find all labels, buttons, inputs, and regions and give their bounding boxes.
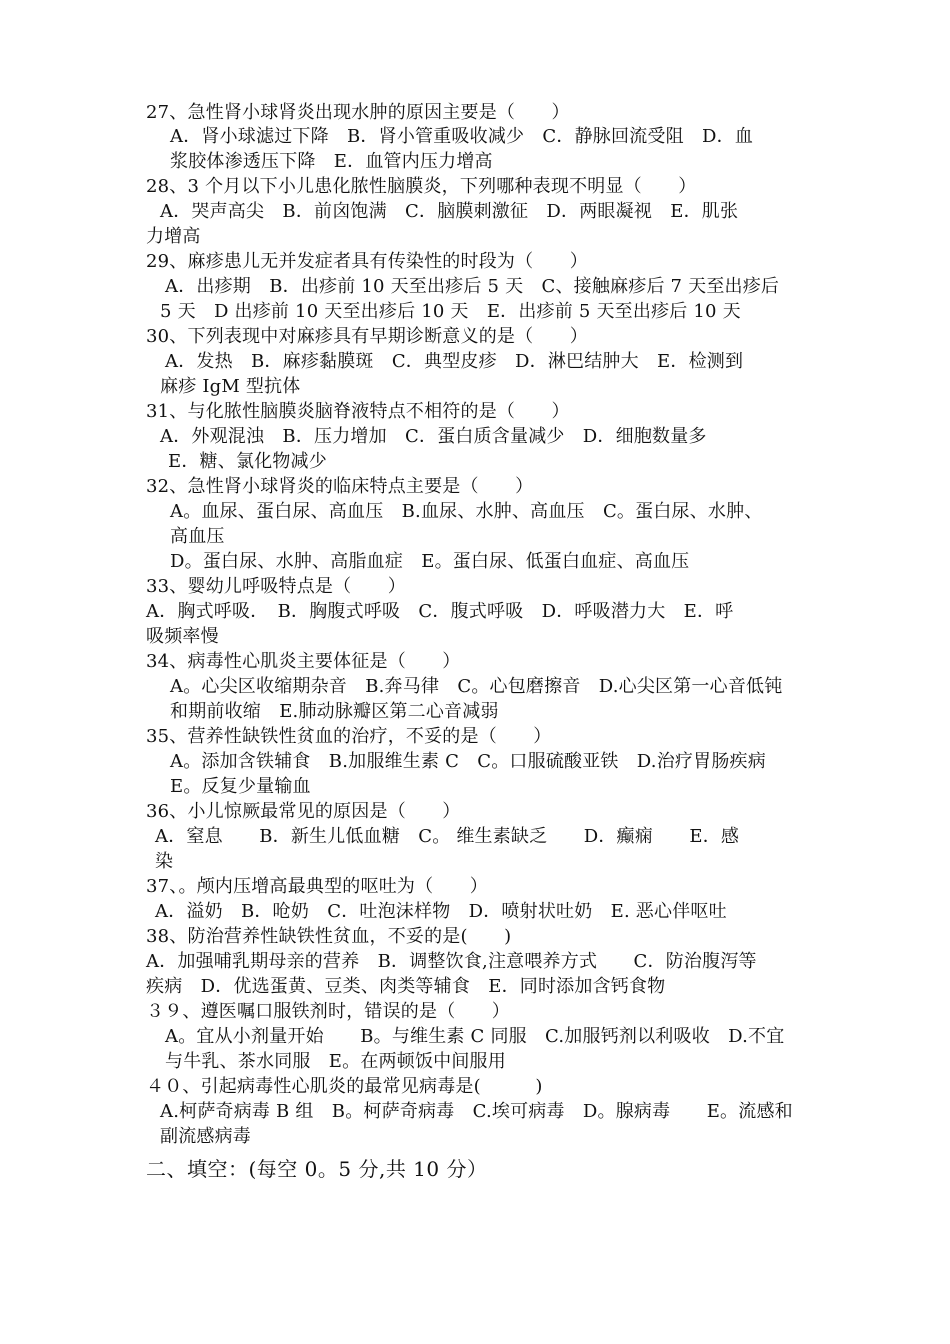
question-30-stem: 30、下列表现中对麻疹具有早期诊断意义的是（ ）: [146, 326, 588, 347]
question-29-stem: 29、麻疹患儿无并发症者具有传染性的时段为（ ）: [146, 251, 588, 272]
question-29-options: A．出疹期 B．出疹前 10 天至出疹后 5 天 C、接触麻疹后 7 天至出疹后: [165, 276, 780, 297]
question-30-options-cont: 麻疹 IgM 型抗体: [160, 376, 301, 397]
question-37-options: A．溢奶 B．呛奶 C．吐泡沫样物 D．喷射状吐奶 E. 恶心伴呕吐: [155, 901, 727, 922]
question-40-options: A.柯萨奇病毒 B 组 B。柯萨奇病毒 C.埃可病毒 D。腺病毒 E。流感和: [160, 1101, 793, 1122]
question-34-options: A。心尖区收缩期杂音 B.奔马律 C。心包磨擦音 D.心尖区第一心音低钝: [170, 676, 783, 697]
question-32-options: A。血尿、蛋白尿、高血压 B.血尿、水肿、高血压 C。蛋白尿、水肿、: [170, 501, 763, 522]
question-35-options: A。添加含铁辅食 B.加服维生素 C C。口服硫酸亚铁 D.治疗胃肠疾病: [170, 751, 766, 772]
question-39-options: A。宜从小剂量开始 B。与维生素 C 同服 C.加服钙剂以利吸收 D.不宜: [165, 1026, 785, 1047]
question-38-options-cont: 疾病 D．优选蛋黄、豆类、肉类等辅食 E．同时添加含钙食物: [146, 976, 666, 997]
question-40-stem: ４０、引起病毒性心肌炎的最常见病毒是( ): [146, 1076, 543, 1097]
question-32-stem: 32、急性肾小球肾炎的临床特点主要是（ ）: [146, 476, 534, 497]
question-28-options-cont: 力增高: [146, 226, 201, 247]
question-35-options-cont: E。反复少量输血: [170, 776, 311, 797]
question-36-stem: 36、小儿惊厥最常见的原因是（ ）: [146, 801, 461, 822]
question-40-options-cont: 副流感病毒: [160, 1126, 251, 1147]
question-31-stem: 31、与化脓性脑膜炎脑脊液特点不相符的是（ ）: [146, 401, 570, 422]
question-33-stem: 33、婴幼儿呼吸特点是（ ）: [146, 576, 406, 597]
question-31-options-cont: E．糖、氯化物减少: [168, 451, 327, 472]
question-31-options: A．外观混浊 B．压力增加 C．蛋白质含量减少 D．细胞数量多: [160, 426, 707, 447]
question-38-stem: 38、防治营养性缺铁性贫血，不妥的是( ): [146, 926, 512, 947]
question-27-options: A．肾小球滤过下降 B．肾小管重吸收减少 C．静脉回流受阻 D．血: [170, 126, 754, 147]
question-28-options: A．哭声高尖 B．前囟饱满 C．脑膜刺激征 D．两眼凝视 E．肌张: [160, 201, 739, 222]
question-36-options-cont: 染: [155, 851, 174, 872]
question-39-options-cont: 与牛乳、茶水同服 E。在两顿饭中间服用: [165, 1051, 506, 1072]
question-39-stem: ３９、遵医嘱口服铁剂时，错误的是（ ）: [146, 1001, 510, 1022]
question-29-options-cont: 5 天 D 出疹前 10 天至出疹后 10 天 E．出疹前 5 天至出疹后 10 天: [160, 301, 741, 322]
question-27-options-cont: 浆胶体渗透压下降 E．血管内压力增高: [170, 151, 493, 172]
question-34-options-cont: 和期前收缩 E.肺动脉瓣区第二心音减弱: [170, 701, 499, 722]
question-34-stem: 34、病毒性心肌炎主要体征是（ ）: [146, 651, 461, 672]
section-title: 二、填空：(每空 0。5 分,共 10 分）: [146, 1157, 488, 1181]
question-33-options: A．胸式呼吸． B．胸腹式呼吸 C．腹式呼吸 D．呼吸潜力大 E．呼: [146, 601, 734, 622]
question-32-options-cont: 高血压: [170, 526, 225, 547]
question-33-options-cont: 吸频率慢: [146, 626, 219, 647]
question-35-stem: 35、营养性缺铁性贫血的治疗，不妥的是（ ）: [146, 726, 552, 747]
question-32-options-cont-2: D。蛋白尿、水肿、高脂血症 E。蛋白尿、低蛋白血症、高血压: [170, 551, 690, 572]
question-38-options: A．加强哺乳期母亲的营养 B．调整饮食,注意喂养方式 C．防治腹泻等: [146, 951, 757, 972]
question-28-stem: 28、3 个月以下小儿患化脓性脑膜炎，下列哪种表现不明显（ ）: [146, 176, 697, 197]
question-36-options: A．窒息 B．新生儿低血糖 C。 维生素缺乏 D．癫痫 E．感: [155, 826, 740, 847]
question-37-stem: 37、。颅内压增高最典型的呕吐为（ ）: [146, 876, 488, 897]
question-27-stem: 27、急性肾小球肾炎出现水肿的原因主要是（ ）: [146, 102, 570, 123]
question-30-options: A．发热 B．麻疹黏膜斑 C．典型皮疹 D．淋巴结肿大 E．检测到: [165, 351, 744, 372]
